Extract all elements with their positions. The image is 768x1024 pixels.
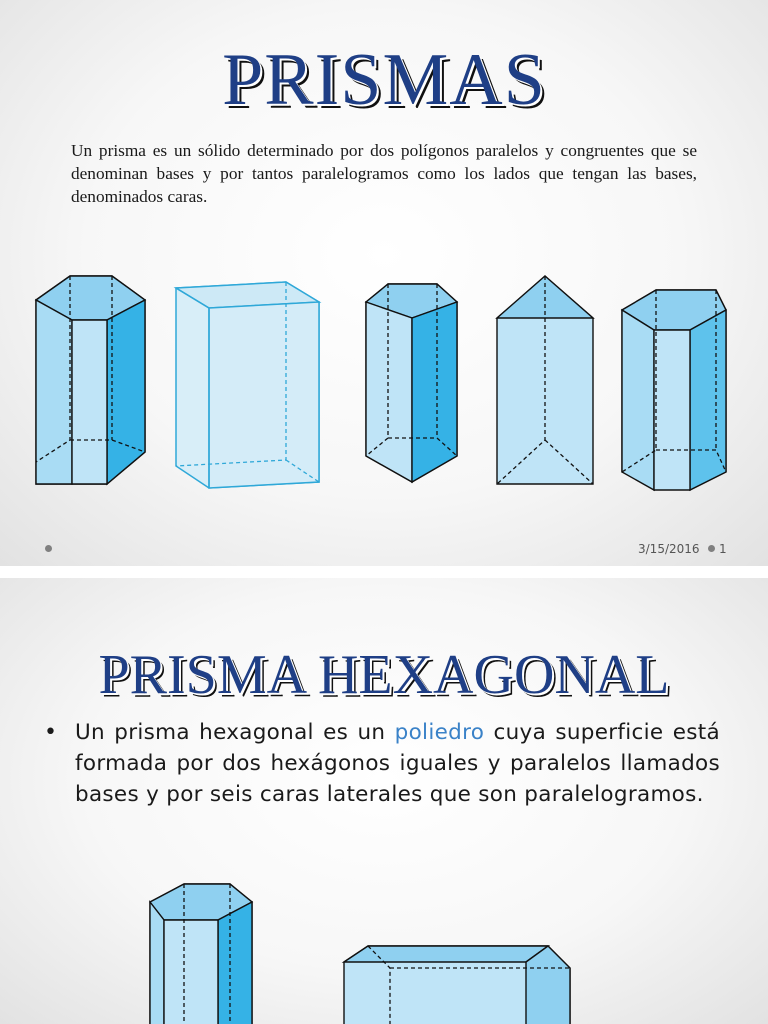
slide-title: PRISMAS (222, 39, 546, 121)
footer-separator-icon (708, 545, 715, 552)
rectangular-prism-figure (176, 282, 319, 488)
slide-2 (0, 578, 768, 1024)
hexagonal-prism-figure (36, 276, 145, 484)
bullet-text-start: Un prisma hexagonal es un (75, 720, 395, 745)
prism-illustrations (0, 262, 768, 502)
slide-title-2: PRISMA HEXAGONAL (98, 644, 670, 706)
slide-description: Un prisma es un sólido determinado por dos polígonos paralelos y congruentes que se denominan bases y por tantos paralelogramos como los lados que tengan las bases, denominados caras. (71, 141, 697, 206)
footer-date: 3/15/2016 (638, 542, 700, 556)
tall-hexagonal-prism-figure (150, 884, 252, 1024)
footer-bullet-icon (45, 545, 52, 552)
pentagonal-prism-figure (366, 284, 457, 482)
lying-hexagonal-prism-figure (344, 946, 570, 1024)
bullet-text-end: cuya superficie está formada por dos hexágonos iguales y paralelos llamados bases y por seis caras laterales que son paralelogramos. (75, 720, 721, 807)
bullet-text (75, 717, 720, 810)
hexagonal-prism-figure-2 (622, 290, 726, 490)
triangular-prism-figure (497, 276, 593, 484)
bullet-icon: • (44, 720, 57, 745)
hexagonal-prism-illustrations (0, 874, 768, 1024)
poliedro-link[interactable]: poliedro (394, 720, 485, 745)
slide-gap (0, 566, 768, 578)
slide-number: 1 (719, 542, 727, 556)
